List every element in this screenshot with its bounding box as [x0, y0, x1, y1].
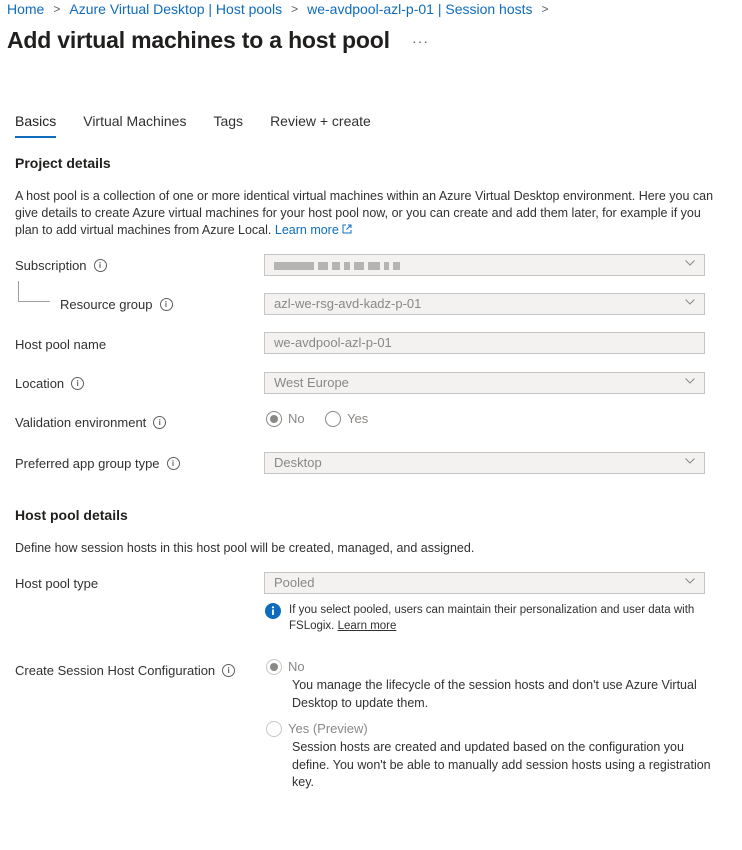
breadcrumb-host-pools[interactable]: Azure Virtual Desktop | Host pools	[69, 1, 283, 17]
tab-review-create[interactable]: Review + create	[270, 113, 371, 129]
radio-config-yes[interactable]	[266, 721, 282, 737]
host-pool-details-heading: Host pool details	[15, 507, 128, 523]
app-group-type-value: Desktop	[274, 455, 322, 470]
location-value: West Europe	[274, 375, 349, 390]
resource-group-dropdown[interactable]	[264, 293, 705, 315]
chevron-right-icon: >	[541, 2, 549, 16]
breadcrumb-session-hosts[interactable]: we-avdpool-azl-p-01 | Session hosts	[307, 1, 533, 17]
host-pool-type-label: Host pool type	[15, 576, 99, 591]
app-group-type-label: Preferred app group type i	[15, 456, 180, 471]
resource-group-value: azl-we-rsg-avd-kadz-p-01	[274, 296, 422, 311]
more-options-icon[interactable]: ···	[412, 33, 429, 49]
config-yes-description: Session hosts are created and updated based on the configuration you define. You won't be able to manually add session hosts using a registration key.	[292, 740, 711, 789]
project-description	[15, 188, 715, 239]
config-no-description: You manage the lifecycle of the session hosts and don't use Azure Virtual Desktop to update them.	[292, 678, 697, 710]
validation-no-option[interactable]: No	[266, 410, 309, 427]
chevron-right-icon: >	[291, 2, 299, 16]
radio-yes[interactable]	[325, 411, 341, 427]
chevron-right-icon: >	[53, 2, 61, 16]
info-icon[interactable]: i	[71, 377, 84, 390]
subscription-label: Subscription i	[15, 258, 107, 273]
session-host-config-label: Create Session Host Configuration i	[15, 663, 235, 678]
breadcrumb-home[interactable]: Home	[7, 1, 45, 17]
info-icon	[265, 603, 281, 624]
radio-config-no[interactable]	[266, 659, 282, 675]
info-icon[interactable]: i	[167, 457, 180, 470]
tab-bar	[15, 112, 398, 138]
host-pool-name-label: Host pool name	[15, 337, 107, 352]
breadcrumb	[7, 0, 558, 18]
location-label: Location i	[15, 376, 84, 391]
learn-more-link[interactable]: Learn more	[275, 223, 352, 237]
info-icon[interactable]: i	[160, 298, 173, 311]
info-icon[interactable]: i	[94, 259, 107, 272]
page-title: Add virtual machines to a host pool	[7, 27, 390, 53]
app-group-type-dropdown[interactable]	[264, 452, 705, 474]
validation-environment-radio-group	[266, 410, 368, 428]
tab-basics[interactable]: Basics	[15, 112, 56, 138]
project-description-text: A host pool is a collection of one or more identical virtual machines within an Azure Virtual Desktop environment. Here you can give details to create Azure virtual machines for your host pool now, or you can create and add them later, for example if you plan to add virtual machines from Azure Local.	[15, 189, 714, 237]
info-icon[interactable]: i	[222, 664, 235, 677]
chevron-down-icon	[685, 299, 695, 305]
tab-virtual-machines[interactable]: Virtual Machines	[83, 113, 187, 129]
chevron-down-icon	[685, 260, 695, 266]
tree-connector	[18, 301, 50, 302]
tab-tags[interactable]: Tags	[213, 113, 244, 129]
validation-environment-label: Validation environment i	[15, 415, 166, 430]
chevron-down-icon	[685, 578, 695, 584]
tree-connector	[18, 281, 19, 301]
external-link-icon	[342, 224, 352, 234]
config-yes-option[interactable]: Yes (Preview)	[266, 720, 368, 738]
info-icon[interactable]: i	[153, 416, 166, 429]
resource-group-label: Resource group i	[60, 297, 173, 312]
host-pool-name-value: we-avdpool-azl-p-01	[274, 335, 392, 350]
host-pool-type-dropdown[interactable]	[264, 572, 705, 594]
radio-no[interactable]	[266, 411, 282, 427]
host-pool-description: Define how session hosts in this host pool will be created, managed, and assigned.	[15, 541, 475, 555]
host-pool-type-info-text: If you select pooled, users can maintain their personalization and user data with FSLogix.	[289, 604, 695, 632]
subscription-dropdown[interactable]	[264, 254, 705, 276]
host-pool-name-input[interactable]	[264, 332, 705, 354]
validation-yes-option[interactable]: Yes	[325, 410, 368, 427]
chevron-down-icon	[685, 378, 695, 384]
subscription-redacted-value	[274, 255, 404, 275]
chevron-down-icon	[685, 458, 695, 464]
fslogix-learn-more-link[interactable]: Learn more	[337, 619, 397, 632]
host-pool-type-info	[289, 603, 709, 634]
project-details-heading: Project details	[15, 155, 111, 171]
config-no-option[interactable]: No	[266, 658, 305, 676]
location-dropdown[interactable]	[264, 372, 705, 394]
host-pool-type-value: Pooled	[274, 575, 315, 590]
